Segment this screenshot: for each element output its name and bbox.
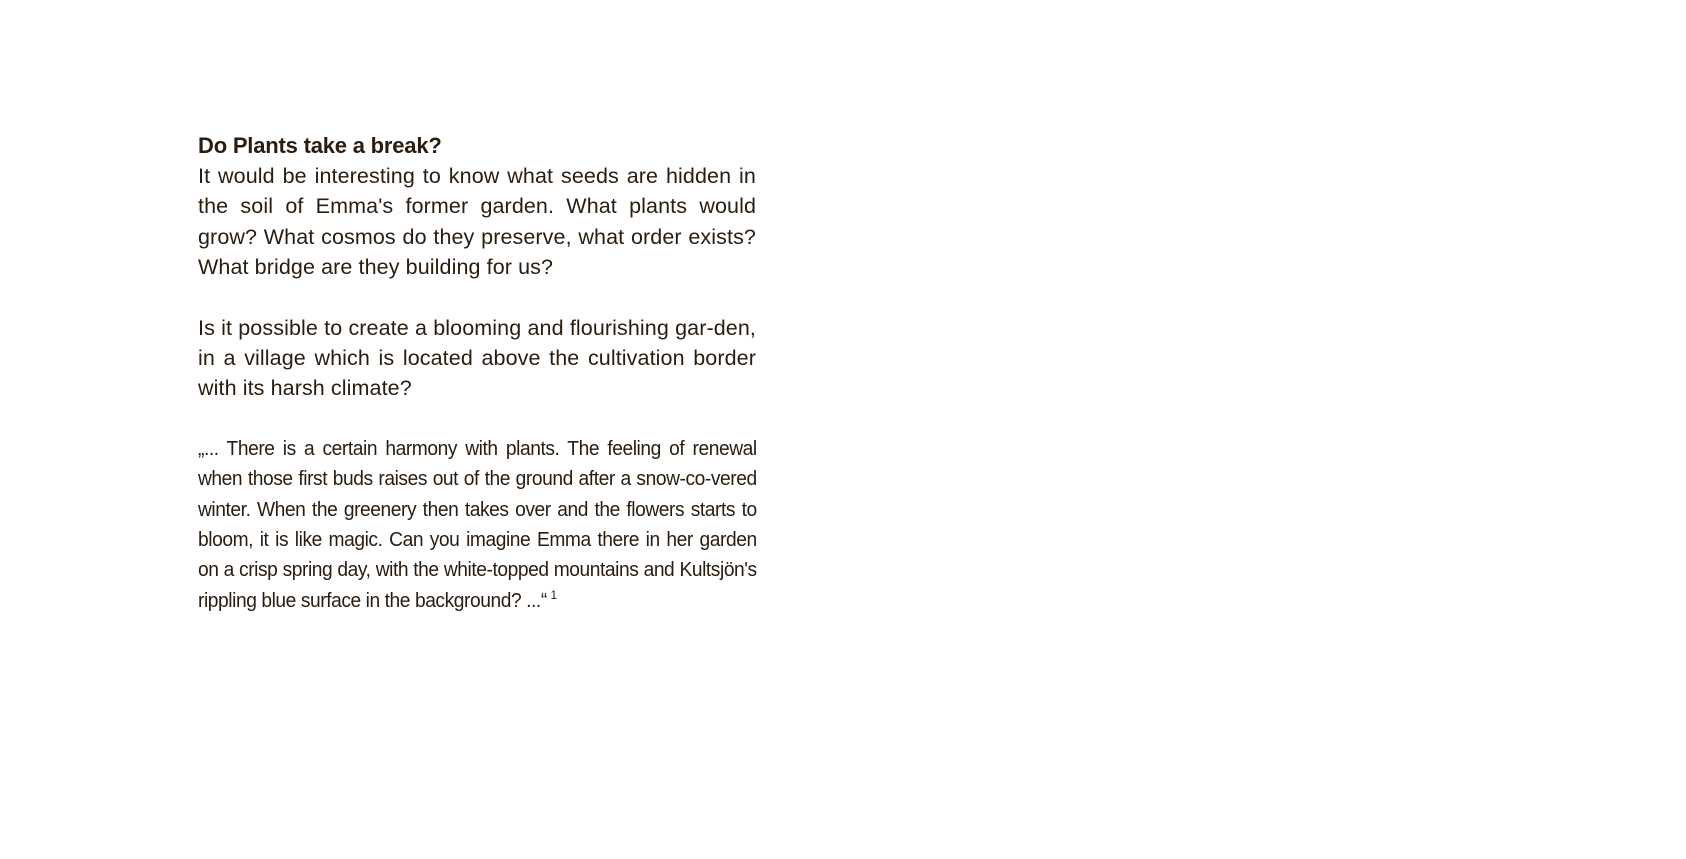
paragraph-seeds: It would be interesting to know what seeds are hidden in the soil of Emma's former garden. What plants would grow? What cosmos do they preserve, what order exists? What bridge are they building for us? [198, 164, 756, 280]
article-title: Do Plants take a break? [198, 133, 442, 158]
paragraph-garden: Is it possible to create a blooming and flourishing gar-den, in a village which is located above the cultivation border with its harsh climate? [198, 315, 756, 401]
quote-text: „... There is a certain harmony with plants. The feeling of renewal when those first buds raises out of the ground after a snow-co-vered winter. When the greenery then takes over and the flowers starts to bloom, it is like magic. Can you imagine Emma there in her garden on a crisp spring day, with the white-topped mountains and Kultsjön's rippling blue surface in the background? ...“ [198, 437, 757, 612]
quote-paragraph [198, 434, 757, 616]
article-text-column [198, 131, 756, 616]
footnote-marker[interactable]: 1 [550, 588, 557, 603]
